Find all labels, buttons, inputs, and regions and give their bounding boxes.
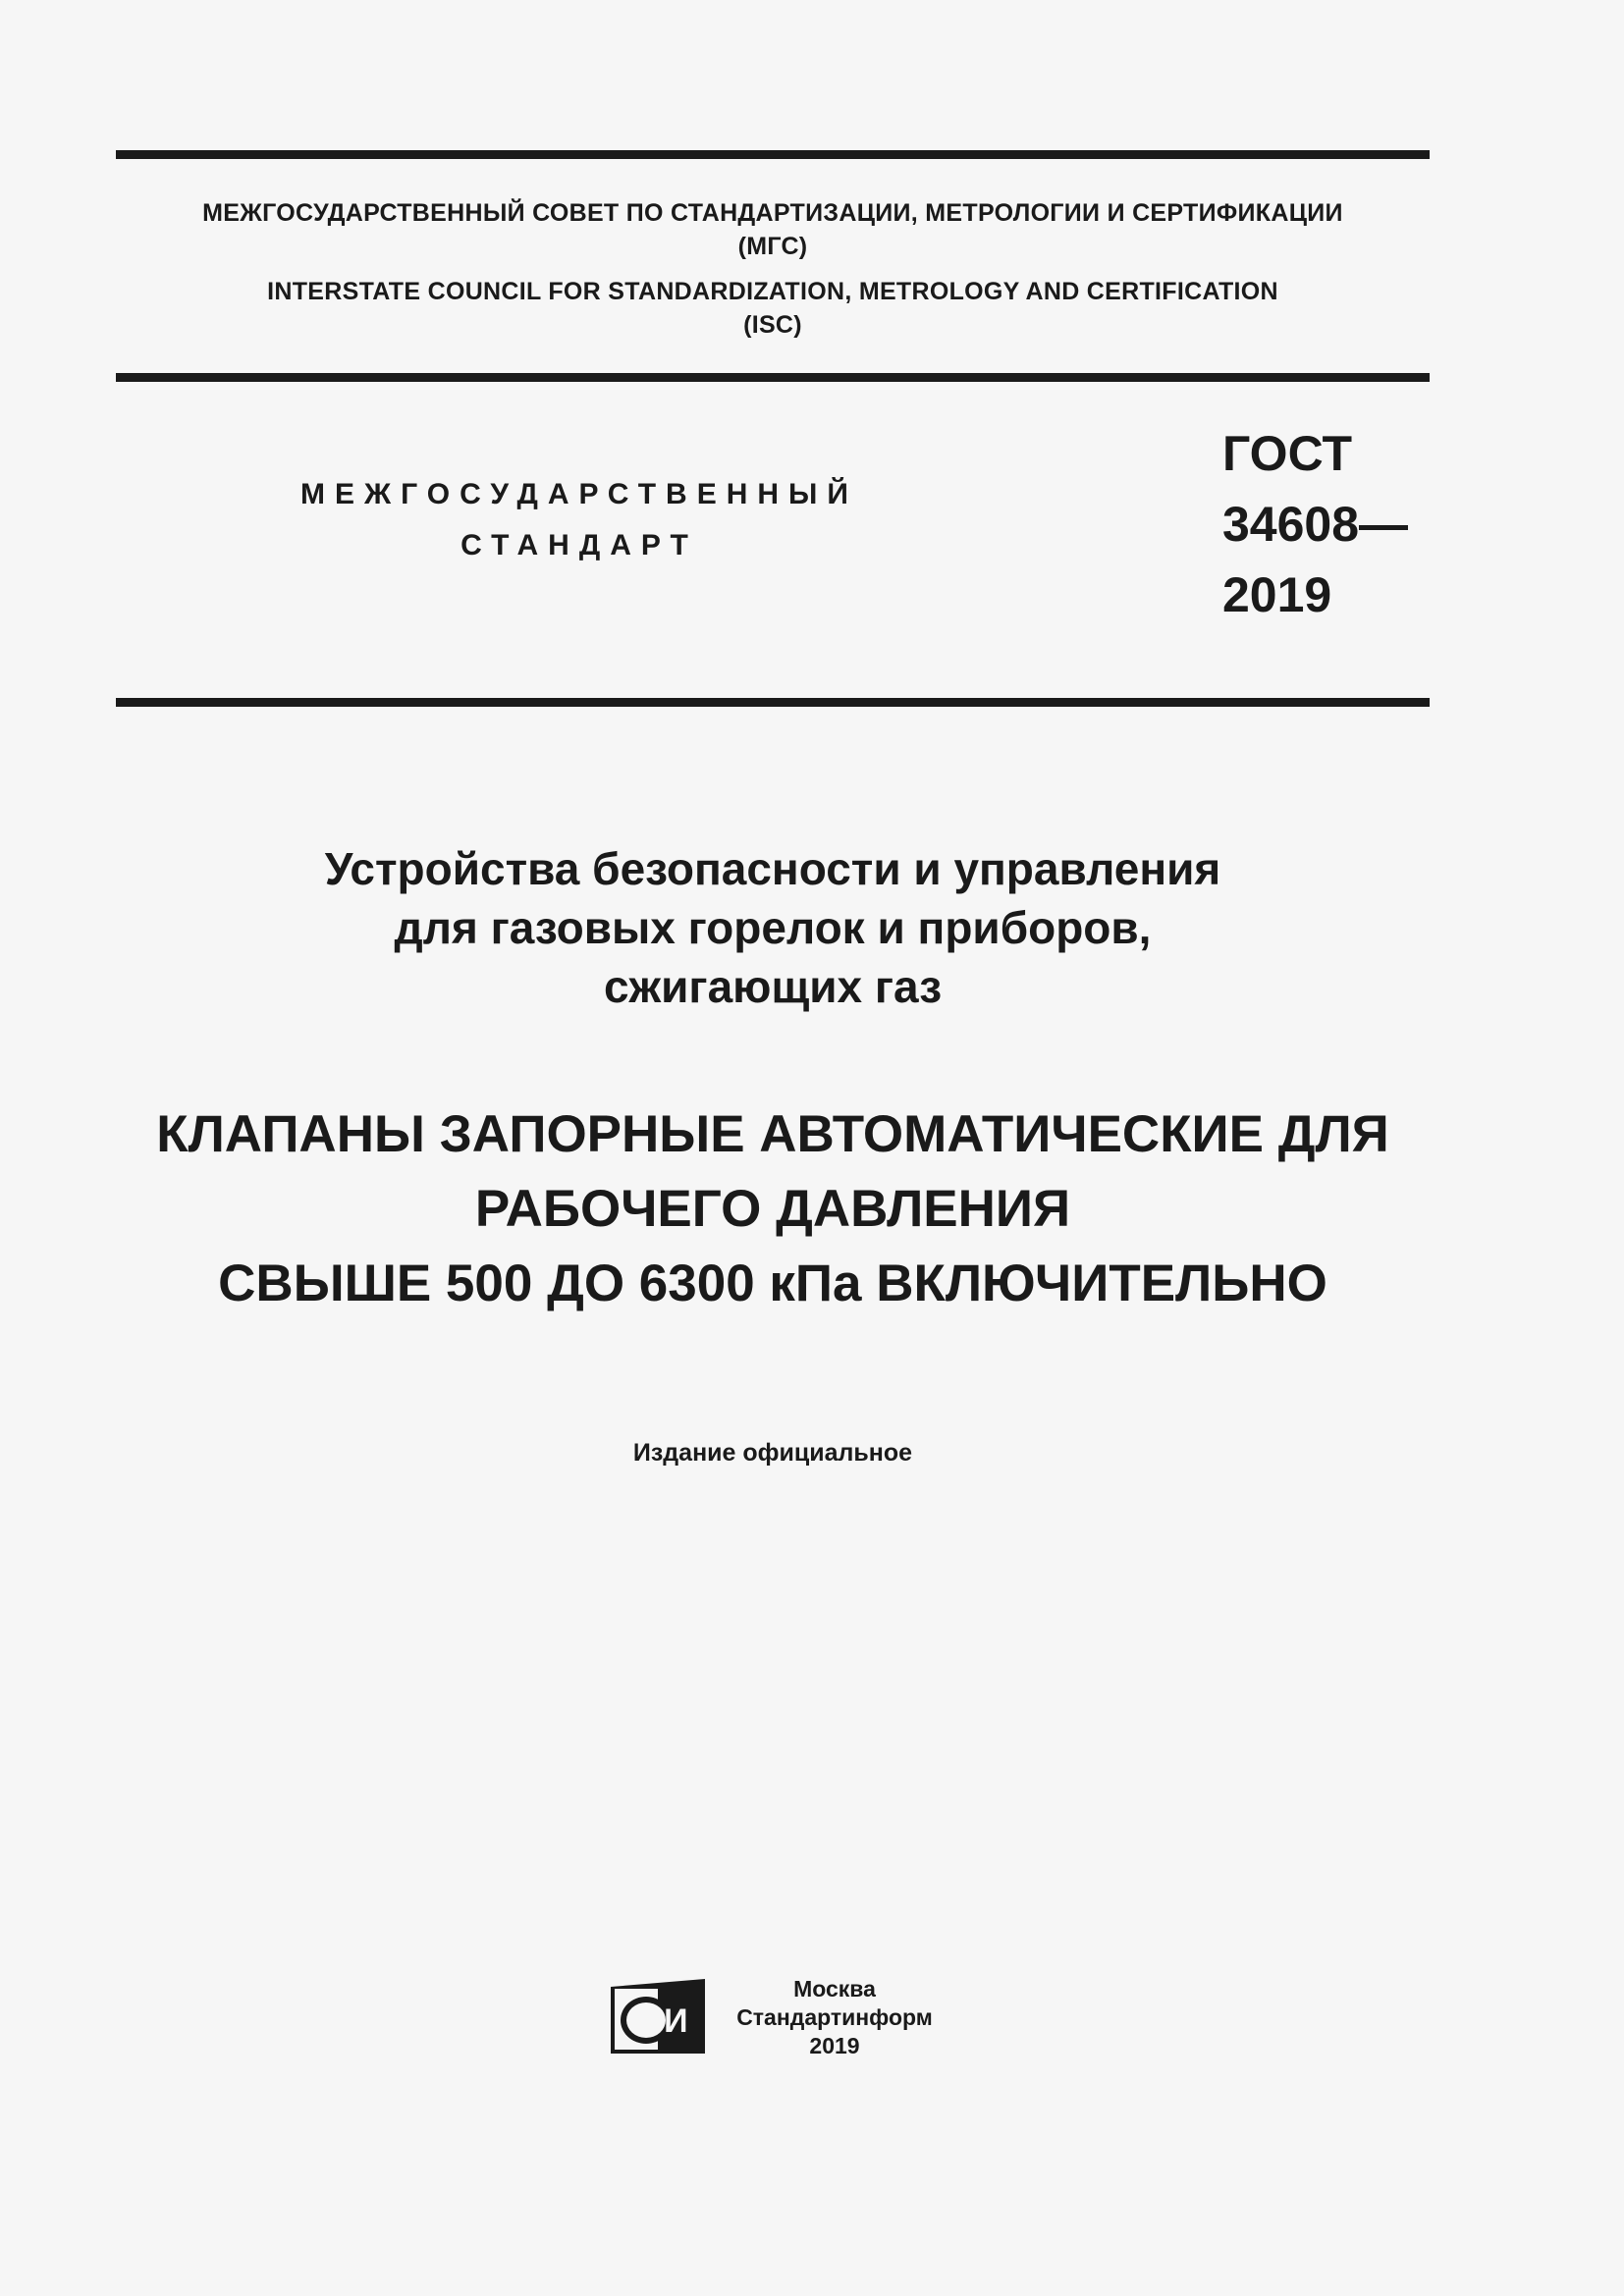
council-en <box>116 275 1430 342</box>
standard-designation <box>1222 418 1408 630</box>
subtitle-line: сжигающих газ <box>603 961 943 1012</box>
standard-type-line2: СТАНДАРТ <box>460 529 698 561</box>
document-subtitle <box>116 839 1430 1016</box>
divider-rule <box>116 373 1430 382</box>
title-line: СВЫШЕ 500 ДО 6300 кПа ВКЛЮЧИТЕЛЬНО <box>218 1255 1327 1312</box>
title-line: РАБОЧЕГО ДАВЛЕНИЯ <box>474 1180 1071 1238</box>
title-line: КЛАПАНЫ ЗАПОРНЫЕ АВТОМАТИЧЕСКИЕ ДЛЯ <box>156 1105 1389 1163</box>
designation-year: 2019 <box>1222 567 1332 622</box>
council-ru <box>116 196 1430 263</box>
standard-type-line1: МЕЖГОСУДАРСТВЕННЫЙ <box>300 478 858 510</box>
council-ru-name: МЕЖГОСУДАРСТВЕННЫЙ СОВЕТ ПО СТАНДАРТИЗАЦИИ, МЕТРОЛОГИИ И СЕРТИФИКАЦИИ <box>202 199 1343 227</box>
edition-label: Издание официальное <box>632 1439 913 1467</box>
designation-prefix: ГОСТ <box>1222 426 1352 481</box>
standartinform-logo-icon <box>611 1979 705 2054</box>
council-en-abbr: (ISC) <box>743 311 802 339</box>
svg-text:тИ: тИ <box>647 2002 688 2040</box>
document-title <box>88 1097 1457 1321</box>
designation-number: 34608— <box>1222 497 1409 552</box>
publisher-name: Стандартинформ <box>736 2004 933 2030</box>
council-en-name: INTERSTATE COUNCIL FOR STANDARDIZATION, METROLOGY AND CERTIFICATION <box>267 278 1278 305</box>
publisher-year: 2019 <box>809 2033 860 2058</box>
divider-rule <box>116 698 1430 707</box>
publisher-city: Москва <box>793 1976 876 2002</box>
standard-type <box>245 469 913 571</box>
council-ru-abbr: (МГС) <box>737 233 808 260</box>
top-rule <box>116 150 1430 159</box>
publisher-block <box>727 1975 943 2060</box>
subtitle-line: для газовых горелок и приборов, <box>394 902 1152 953</box>
subtitle-line: Устройства безопасности и управления <box>324 843 1221 894</box>
